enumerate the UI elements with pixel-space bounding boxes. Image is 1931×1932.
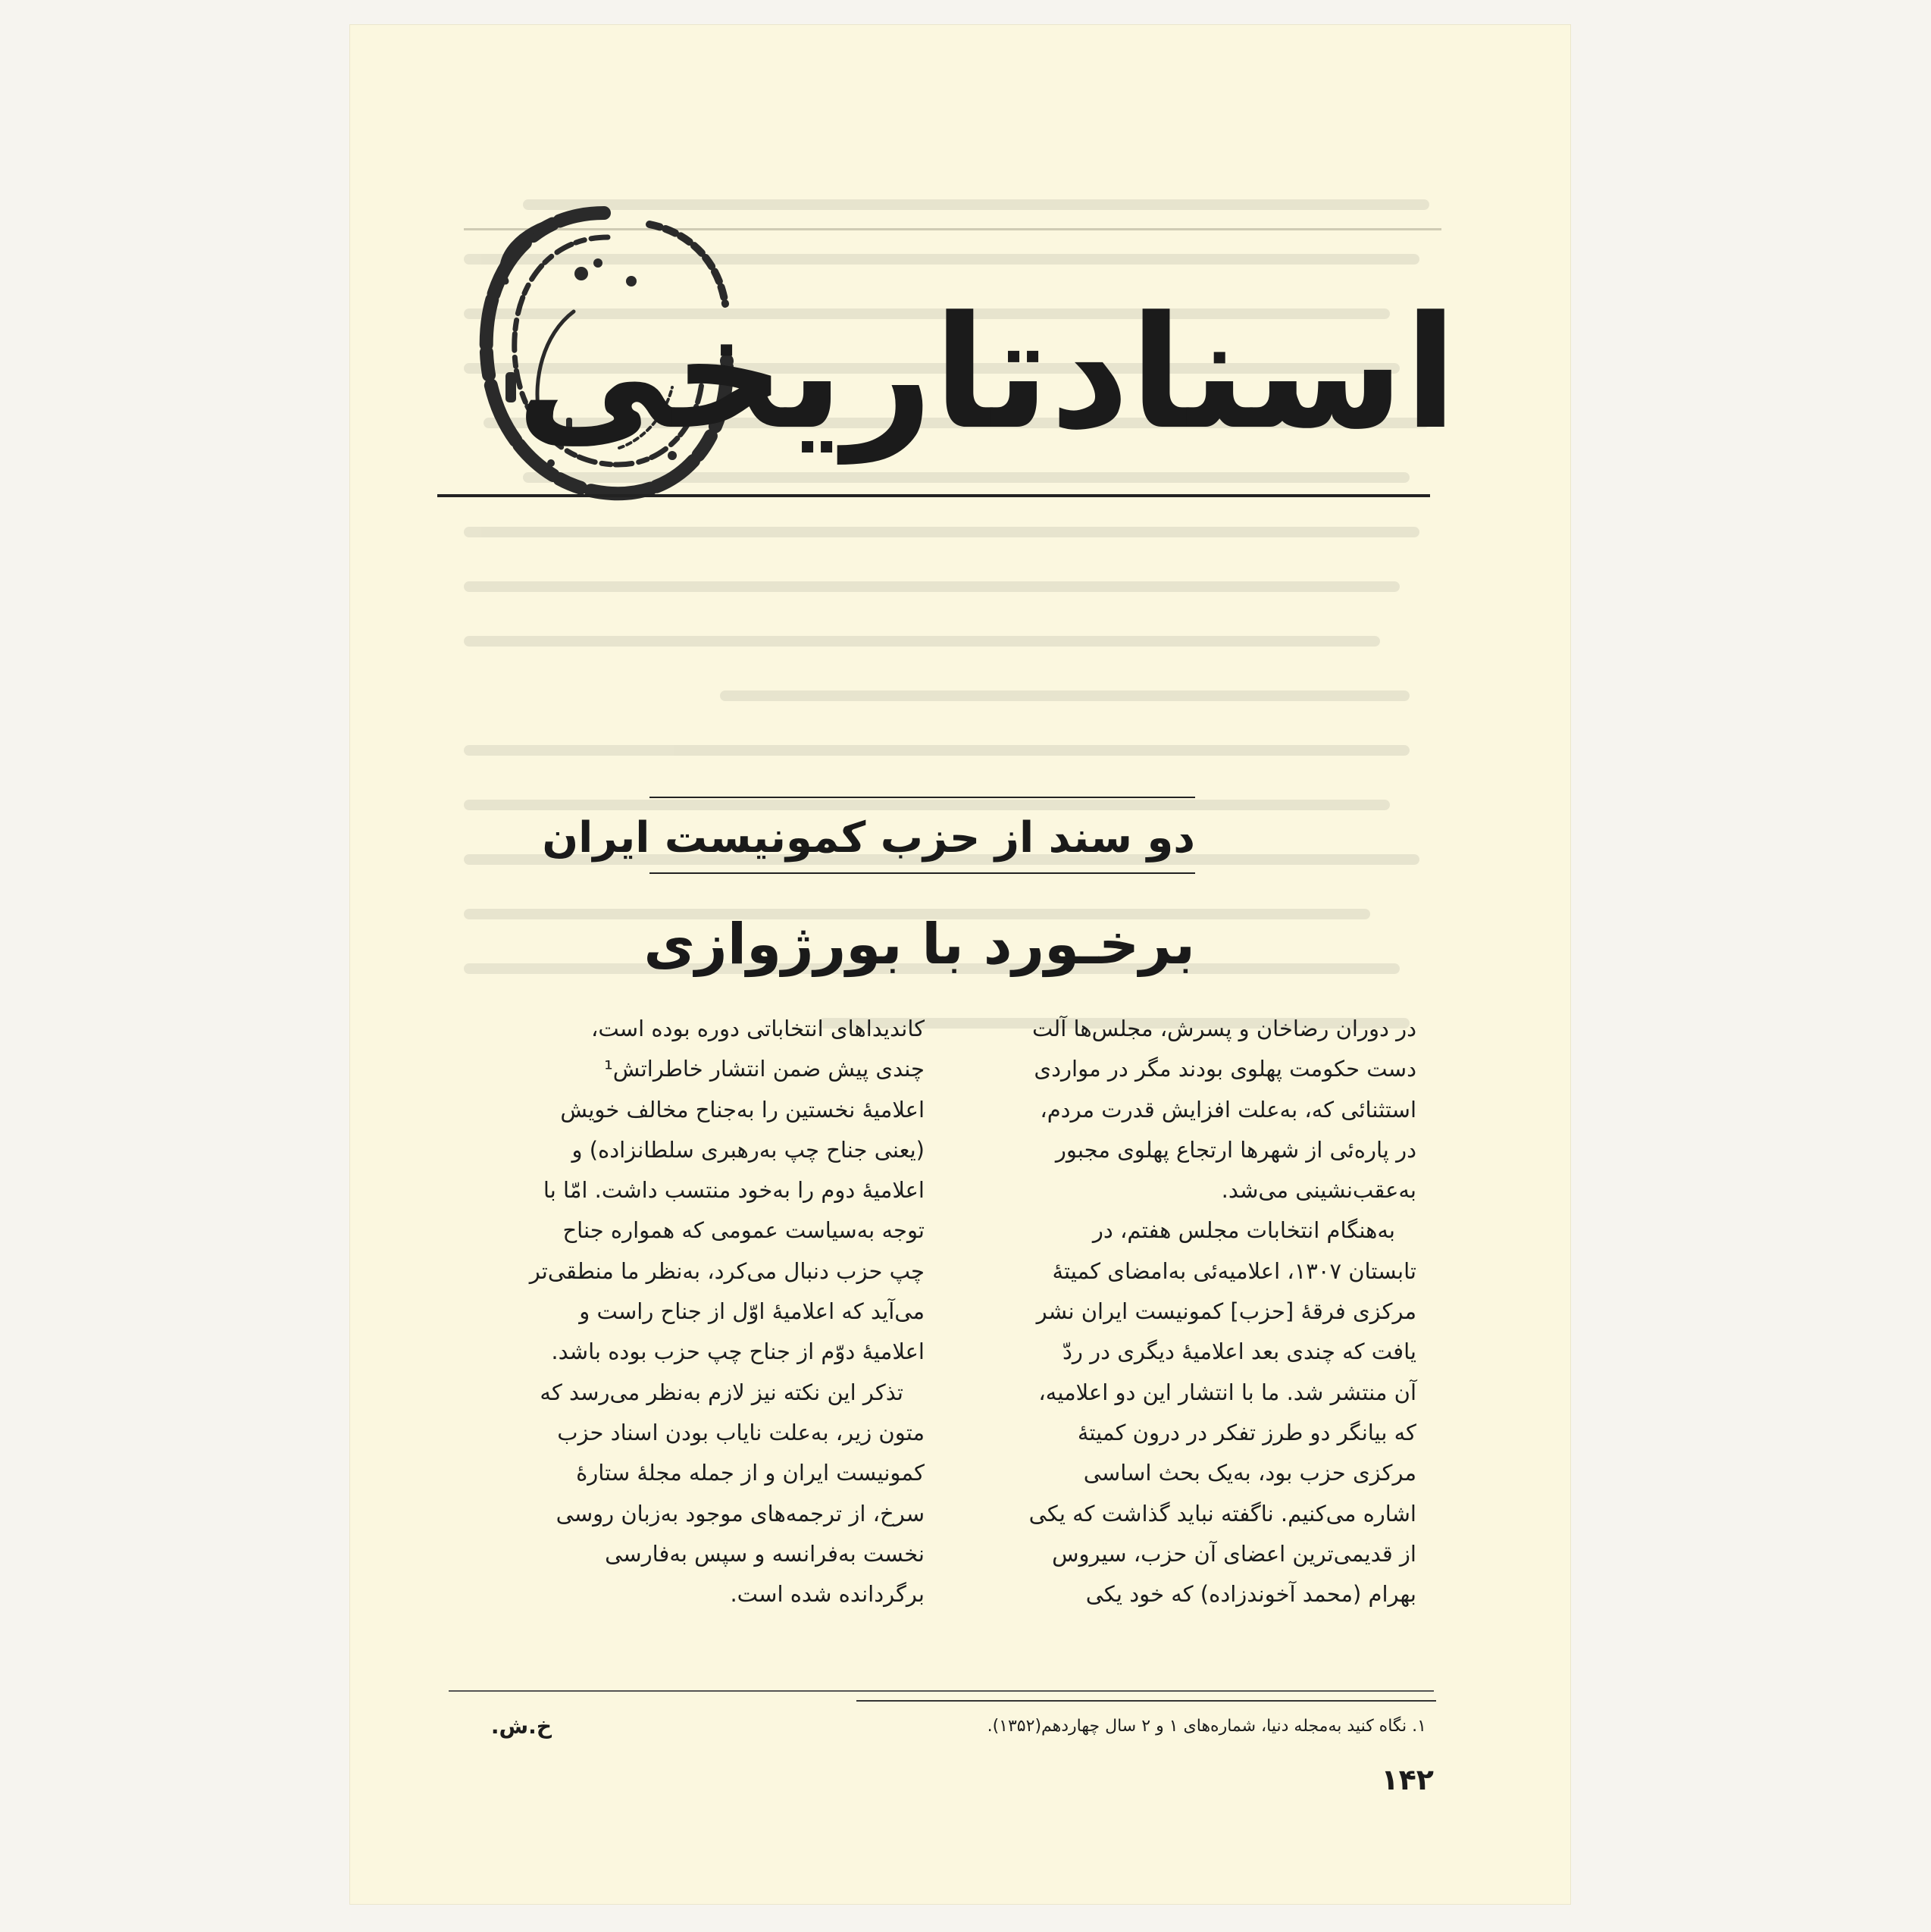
text-line: اعلامیهٔ دوّم از جناح چپ حزب بوده باشد.	[551, 1339, 925, 1365]
text-line: کمونیست ایران و از جمله مجلهٔ ستارهٔ	[576, 1460, 925, 1486]
text-line: برگردانده شده است.	[730, 1581, 925, 1608]
text-line: در پاره‌ئی از شهرها ارتجاع پهلوی مجبور	[1055, 1136, 1416, 1163]
text-column-right	[954, 1009, 1416, 1614]
text-column-left	[462, 1009, 925, 1614]
text-line: دست حکومت پهلوی بودند مگر در مواردی	[1034, 1056, 1416, 1082]
text-line: تذکر این نکته نیز لازم به‌نظر می‌رسد که	[540, 1379, 903, 1405]
text-line: از قدیمی‌ترین اعضای آن حزب، سیروس	[1052, 1540, 1416, 1567]
text-line: در دوران رضاخان و پسرش، مجلس‌ها آلت	[1031, 1016, 1416, 1041]
article-title: برخـورد با بورژوازی	[643, 912, 1195, 977]
footer-rule	[449, 1690, 1434, 1692]
text-line: متون زیر، به‌علت نایاب بودن اسناد حزب	[557, 1419, 925, 1445]
footnote-rule	[856, 1700, 1436, 1702]
text-line: یافت که چندی بعد اعلامیهٔ دیگری در ردّ	[1062, 1339, 1416, 1365]
text-line: اعلامیهٔ نخستین را به‌جناح مخالف خویش	[560, 1096, 925, 1123]
text-line: سرخ، از ترجمه‌های موجود به‌زبان روسی	[556, 1500, 925, 1526]
page-banner-title: اسنادتاریخی	[516, 283, 1457, 464]
text-line: می‌آید که اعلامیهٔ اوّل از جناح راست و	[579, 1298, 925, 1325]
subtitle-top-rule	[649, 797, 1195, 798]
text-line: مرکزی فرقهٔ [حزب] کمونیست ایران نشر	[1036, 1298, 1416, 1325]
text-line: به‌هنگام انتخابات مجلس هفتم، در	[1092, 1217, 1395, 1244]
text-line: اشاره می‌کنیم. ناگفته نباید گذاشت که یکی	[1028, 1500, 1416, 1526]
text-line: نخست به‌فرانسه و سپس به‌فارسی	[605, 1540, 925, 1567]
text-line: کاندیداهای انتخاباتی دوره بوده است،	[590, 1016, 925, 1041]
text-line: به‌عقب‌نشینی می‌شد.	[1221, 1177, 1416, 1204]
text-line: تابستان ۱۳۰۷، اعلامیه‌ئی به‌امضای کمیتهٔ	[1052, 1257, 1416, 1284]
text-line: چندی پیش ضمن انتشار خاطراتش¹	[604, 1056, 925, 1082]
author-signature: خ.ش.	[490, 1714, 552, 1739]
text-line: اعلامیهٔ دوم را به‌خود منتسب داشت. امّا با	[543, 1177, 925, 1204]
text-line: توجه به‌سیاست عمومی که همواره جناح	[562, 1217, 925, 1244]
page-number: ۱۴۲	[1381, 1763, 1434, 1796]
text-line: چپ حزب دنبال می‌کرد، به‌نظر ما منطقی‌تر	[529, 1257, 925, 1284]
text-line: مرکزی حزب بود، به‌یک بحث اساسی	[1083, 1460, 1416, 1486]
footnote-text: ۱. نگاه کنید به‌مجله دنیا، شماره‌های ۱ و ۲ سال چهاردهم(۱۳۵۲).	[987, 1717, 1426, 1736]
banner-underline	[437, 494, 1430, 497]
subtitle-bottom-rule	[649, 872, 1195, 874]
text-line: آن منتشر شد. ما با انتشار این دو اعلامیه،	[1038, 1379, 1416, 1405]
text-line: (یعنی جناح چپ به‌رهبری سلطانزاده) و	[571, 1136, 925, 1163]
text-line: که بیانگر دو طرز تفکر در درون کمیتهٔ	[1077, 1419, 1416, 1445]
article-subtitle: دو سند از حزب کمونیست ایران	[542, 813, 1195, 863]
text-line: بهرام (محمد آخوندزاده) که خود یکی	[1085, 1581, 1416, 1608]
text-line: استثنائی که، به‌علت افزایش قدرت مردم،	[1040, 1096, 1416, 1123]
book-page	[350, 25, 1570, 1904]
